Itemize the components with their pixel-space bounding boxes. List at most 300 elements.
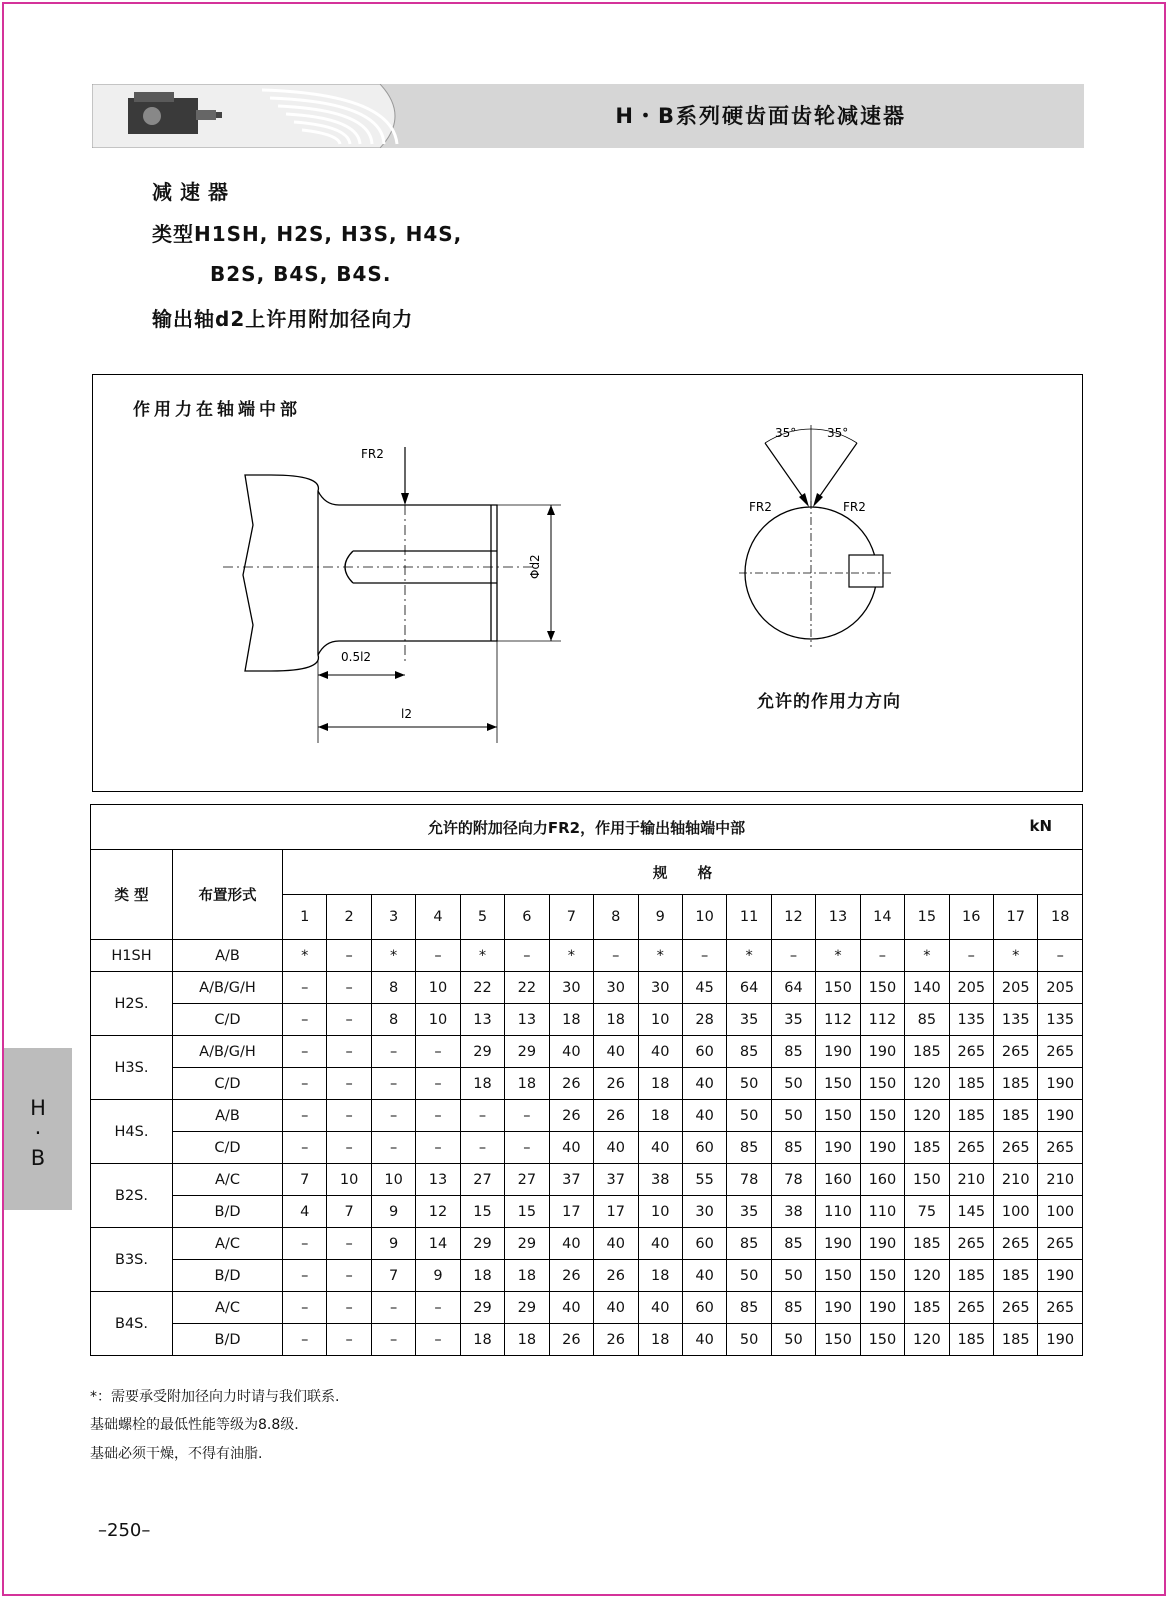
size-header-cell: 2 — [327, 895, 371, 940]
value-cell: * — [638, 940, 682, 972]
value-cell: – — [371, 1068, 415, 1100]
value-cell: 85 — [727, 1036, 771, 1068]
size-header-cell: 11 — [727, 895, 771, 940]
value-cell: 85 — [727, 1292, 771, 1324]
value-cell: 60 — [682, 1292, 726, 1324]
value-cell: 120 — [905, 1324, 949, 1356]
value-cell: 150 — [860, 1100, 904, 1132]
value-cell: 265 — [949, 1292, 993, 1324]
value-cell: 50 — [771, 1068, 815, 1100]
value-cell: 190 — [1038, 1324, 1083, 1356]
value-cell: 150 — [816, 1068, 860, 1100]
value-cell: 40 — [594, 1228, 638, 1260]
value-cell: – — [416, 1036, 460, 1068]
value-cell: 30 — [638, 972, 682, 1004]
value-cell: 35 — [727, 1004, 771, 1036]
value-cell: * — [816, 940, 860, 972]
value-cell: 27 — [505, 1164, 549, 1196]
size-header-cell: 8 — [594, 895, 638, 940]
value-cell: – — [327, 972, 371, 1004]
value-cell: 10 — [371, 1164, 415, 1196]
value-cell: 78 — [771, 1164, 815, 1196]
arrangement-cell: C/D — [173, 1132, 283, 1164]
side-tab-bottom: B — [30, 1146, 46, 1171]
value-cell: 40 — [638, 1228, 682, 1260]
value-cell: 10 — [416, 972, 460, 1004]
value-cell: 55 — [682, 1164, 726, 1196]
value-cell: 60 — [682, 1036, 726, 1068]
value-cell: 100 — [1038, 1196, 1083, 1228]
intro-description: 输出轴d2上许用附加径向力 — [152, 307, 414, 331]
note-3: 基础必须干燥，不得有油脂. — [90, 1446, 263, 1462]
value-cell: – — [283, 1036, 327, 1068]
value-cell: 50 — [727, 1068, 771, 1100]
value-cell: 75 — [905, 1196, 949, 1228]
value-cell: 190 — [860, 1132, 904, 1164]
value-cell: – — [505, 1100, 549, 1132]
value-cell: 185 — [949, 1100, 993, 1132]
value-cell: – — [416, 1132, 460, 1164]
value-cell: 150 — [860, 1324, 904, 1356]
value-cell: 135 — [949, 1004, 993, 1036]
header-banner — [92, 84, 1084, 148]
col-type-header: 类 型 — [91, 850, 173, 940]
value-cell: 150 — [816, 1260, 860, 1292]
intro-types-cont: B2S, B4S, B4S. — [210, 262, 392, 286]
value-cell: – — [327, 1260, 371, 1292]
value-cell: 18 — [460, 1324, 504, 1356]
size-header-cell: 16 — [949, 895, 993, 940]
value-cell: 85 — [727, 1228, 771, 1260]
value-cell: 140 — [905, 972, 949, 1004]
value-cell: 190 — [816, 1132, 860, 1164]
value-cell: 150 — [860, 972, 904, 1004]
value-cell: 190 — [860, 1292, 904, 1324]
value-cell: 17 — [594, 1196, 638, 1228]
value-cell: – — [371, 1292, 415, 1324]
value-cell: 265 — [1038, 1036, 1083, 1068]
value-cell: 210 — [994, 1164, 1038, 1196]
arrangement-cell: A/B — [173, 1100, 283, 1132]
value-cell: – — [771, 940, 815, 972]
value-cell: – — [327, 1324, 371, 1356]
value-cell: 10 — [327, 1164, 371, 1196]
value-cell: * — [283, 940, 327, 972]
value-cell: 185 — [994, 1068, 1038, 1100]
table-row — [91, 1196, 1083, 1228]
value-cell: – — [283, 1132, 327, 1164]
table-row — [91, 1324, 1083, 1356]
value-cell: 265 — [994, 1132, 1038, 1164]
value-cell: 85 — [771, 1132, 815, 1164]
value-cell: 9 — [371, 1196, 415, 1228]
size-header-cell: 13 — [816, 895, 860, 940]
value-cell: 40 — [549, 1228, 593, 1260]
value-cell: 185 — [949, 1260, 993, 1292]
intro-types: 类型H1SH, H2S, H3S, H4S, — [152, 222, 463, 246]
value-cell: 18 — [594, 1004, 638, 1036]
value-cell: * — [549, 940, 593, 972]
value-cell: 85 — [771, 1292, 815, 1324]
value-cell: 28 — [682, 1004, 726, 1036]
page-title: H・B系列硬齿面齿轮减速器 — [615, 104, 906, 128]
value-cell: – — [327, 1228, 371, 1260]
arrangement-cell: B/D — [173, 1324, 283, 1356]
value-cell: 185 — [905, 1228, 949, 1260]
value-cell: – — [327, 1100, 371, 1132]
value-cell: 40 — [682, 1324, 726, 1356]
value-cell: 60 — [682, 1228, 726, 1260]
value-cell: 13 — [505, 1004, 549, 1036]
value-cell: 18 — [505, 1324, 549, 1356]
table-row — [91, 972, 1083, 1004]
value-cell: 35 — [727, 1196, 771, 1228]
value-cell: – — [283, 1228, 327, 1260]
value-cell: 185 — [905, 1132, 949, 1164]
table-row — [91, 940, 1083, 972]
value-cell: 26 — [549, 1068, 593, 1100]
value-cell: – — [460, 1100, 504, 1132]
value-cell: 190 — [816, 1036, 860, 1068]
page-number: –250– — [98, 1520, 151, 1541]
value-cell: 18 — [505, 1260, 549, 1292]
value-cell: 18 — [638, 1260, 682, 1292]
value-cell: 190 — [860, 1036, 904, 1068]
value-cell: 120 — [905, 1260, 949, 1292]
value-cell: 190 — [816, 1228, 860, 1260]
value-cell: 210 — [1038, 1164, 1083, 1196]
value-cell: 26 — [549, 1100, 593, 1132]
note-1: *：需要承受附加径向力时请与我们联系. — [90, 1389, 340, 1405]
size-header-cell: 14 — [860, 895, 904, 940]
value-cell: 13 — [460, 1004, 504, 1036]
value-cell: – — [371, 1324, 415, 1356]
type-cell: B2S. — [91, 1164, 173, 1228]
value-cell: 40 — [682, 1068, 726, 1100]
value-cell: – — [327, 1036, 371, 1068]
value-cell: 35 — [771, 1004, 815, 1036]
value-cell: 26 — [594, 1324, 638, 1356]
value-cell: 38 — [638, 1164, 682, 1196]
force-table — [90, 804, 1083, 1356]
value-cell: 18 — [549, 1004, 593, 1036]
force-right-label: FR2 — [843, 500, 866, 514]
value-cell: 112 — [816, 1004, 860, 1036]
value-cell: 18 — [638, 1068, 682, 1100]
value-cell: * — [371, 940, 415, 972]
value-cell: 205 — [994, 972, 1038, 1004]
table-row — [91, 1228, 1083, 1260]
size-header-cell: 10 — [682, 895, 726, 940]
value-cell: 10 — [416, 1004, 460, 1036]
value-cell: – — [594, 940, 638, 972]
value-cell: 40 — [594, 1036, 638, 1068]
value-cell: 85 — [771, 1228, 815, 1260]
value-cell: – — [327, 1292, 371, 1324]
value-cell: 40 — [638, 1292, 682, 1324]
value-cell: 18 — [638, 1100, 682, 1132]
value-cell: – — [949, 940, 993, 972]
value-cell: 190 — [1038, 1260, 1083, 1292]
value-cell: 17 — [549, 1196, 593, 1228]
value-cell: 265 — [949, 1228, 993, 1260]
value-cell: 26 — [594, 1068, 638, 1100]
value-cell: – — [416, 940, 460, 972]
arrangement-cell: B/D — [173, 1196, 283, 1228]
value-cell: 85 — [727, 1132, 771, 1164]
note-2: 基础螺栓的最低性能等级为8.8级. — [90, 1417, 299, 1433]
value-cell: 85 — [905, 1004, 949, 1036]
value-cell: 190 — [1038, 1068, 1083, 1100]
diameter-label: Φd2 — [528, 554, 542, 579]
value-cell: 160 — [816, 1164, 860, 1196]
value-cell: 150 — [860, 1260, 904, 1292]
value-cell: 29 — [505, 1036, 549, 1068]
value-cell: – — [505, 1132, 549, 1164]
value-cell: 190 — [816, 1292, 860, 1324]
value-cell: 185 — [905, 1292, 949, 1324]
value-cell: 7 — [283, 1164, 327, 1196]
value-cell: 205 — [949, 972, 993, 1004]
value-cell: 185 — [994, 1324, 1038, 1356]
value-cell: 50 — [771, 1324, 815, 1356]
value-cell: 120 — [905, 1100, 949, 1132]
arrangement-cell: A/C — [173, 1164, 283, 1196]
value-cell: 135 — [994, 1004, 1038, 1036]
value-cell: 150 — [816, 1324, 860, 1356]
size-header-cell: 12 — [771, 895, 815, 940]
value-cell: – — [283, 1068, 327, 1100]
size-header-cell: 6 — [505, 895, 549, 940]
table-row — [91, 1164, 1083, 1196]
arrangement-cell: A/B/G/H — [173, 972, 283, 1004]
col-size-header: 规 格 — [283, 850, 1083, 895]
arrangement-cell: B/D — [173, 1260, 283, 1292]
table-row — [91, 1068, 1083, 1100]
value-cell: 27 — [460, 1164, 504, 1196]
value-cell: 30 — [549, 972, 593, 1004]
arrangement-cell: C/D — [173, 1068, 283, 1100]
value-cell: 190 — [860, 1228, 904, 1260]
value-cell: – — [416, 1324, 460, 1356]
value-cell: – — [327, 940, 371, 972]
size-header-cell: 3 — [371, 895, 415, 940]
value-cell: – — [416, 1068, 460, 1100]
value-cell: 18 — [460, 1260, 504, 1292]
size-header-cell: 7 — [549, 895, 593, 940]
value-cell: 26 — [549, 1324, 593, 1356]
value-cell: – — [283, 1100, 327, 1132]
value-cell: 29 — [460, 1228, 504, 1260]
value-cell: 205 — [1038, 972, 1083, 1004]
value-cell: 265 — [949, 1036, 993, 1068]
value-cell: 265 — [994, 1228, 1038, 1260]
value-cell: 29 — [460, 1292, 504, 1324]
size-header-cell: 15 — [905, 895, 949, 940]
value-cell: 50 — [727, 1100, 771, 1132]
value-cell: 37 — [594, 1164, 638, 1196]
force-left-label: FR2 — [749, 500, 772, 514]
value-cell: 40 — [594, 1292, 638, 1324]
table-row — [91, 1004, 1083, 1036]
value-cell: 150 — [905, 1164, 949, 1196]
size-header-cell: 5 — [460, 895, 504, 940]
value-cell: 64 — [771, 972, 815, 1004]
value-cell: 9 — [371, 1228, 415, 1260]
value-cell: – — [327, 1004, 371, 1036]
table-title-cell — [91, 805, 1083, 850]
figure-box — [92, 374, 1083, 792]
table-row — [91, 1260, 1083, 1292]
value-cell: 10 — [638, 1004, 682, 1036]
value-cell: 18 — [460, 1068, 504, 1100]
value-cell: 145 — [949, 1196, 993, 1228]
value-cell: 22 — [505, 972, 549, 1004]
type-cell: H4S. — [91, 1100, 173, 1164]
value-cell: * — [727, 940, 771, 972]
value-cell: 12 — [416, 1196, 460, 1228]
value-cell: 40 — [638, 1036, 682, 1068]
value-cell: 78 — [727, 1164, 771, 1196]
value-cell: 150 — [816, 1100, 860, 1132]
value-cell: – — [371, 1036, 415, 1068]
angle-left-label: 35° — [775, 426, 797, 440]
value-cell: 18 — [638, 1324, 682, 1356]
value-cell: 185 — [994, 1100, 1038, 1132]
type-cell: H2S. — [91, 972, 173, 1036]
value-cell: 18 — [505, 1068, 549, 1100]
value-cell: – — [682, 940, 726, 972]
value-cell: 40 — [549, 1292, 593, 1324]
arrangement-cell: A/C — [173, 1228, 283, 1260]
table-title: 允许的附加径向力FR2，作用于输出轴轴端中部 — [427, 818, 746, 837]
value-cell: 50 — [727, 1260, 771, 1292]
type-cell: B3S. — [91, 1228, 173, 1292]
value-cell: 37 — [549, 1164, 593, 1196]
angle-right-label: 35° — [827, 426, 849, 440]
value-cell: 265 — [1038, 1228, 1083, 1260]
value-cell: – — [371, 1100, 415, 1132]
col-arrangement-header: 布置形式 — [173, 850, 283, 940]
value-cell: – — [327, 1068, 371, 1100]
arrangement-cell: A/B — [173, 940, 283, 972]
value-cell: – — [860, 940, 904, 972]
value-cell: 30 — [682, 1196, 726, 1228]
value-cell: 185 — [949, 1324, 993, 1356]
shaft-diagram — [93, 375, 1084, 793]
size-header-cell: 17 — [994, 895, 1038, 940]
value-cell: 265 — [994, 1036, 1038, 1068]
value-cell: 45 — [682, 972, 726, 1004]
table-row — [91, 1100, 1083, 1132]
value-cell: 50 — [771, 1100, 815, 1132]
value-cell: 265 — [994, 1292, 1038, 1324]
value-cell: 8 — [371, 1004, 415, 1036]
table-row — [91, 1036, 1083, 1068]
value-cell: 265 — [1038, 1132, 1083, 1164]
value-cell: 185 — [994, 1260, 1038, 1292]
value-cell: 112 — [860, 1004, 904, 1036]
value-cell: – — [416, 1292, 460, 1324]
value-cell: * — [994, 940, 1038, 972]
value-cell: 7 — [327, 1196, 371, 1228]
value-cell: 15 — [460, 1196, 504, 1228]
value-cell: 110 — [860, 1196, 904, 1228]
direction-caption: 允许的作用力方向 — [757, 692, 901, 712]
value-cell: 8 — [371, 972, 415, 1004]
table-row — [91, 1132, 1083, 1164]
value-cell: – — [371, 1132, 415, 1164]
value-cell: – — [460, 1132, 504, 1164]
value-cell: 160 — [860, 1164, 904, 1196]
value-cell: 26 — [594, 1100, 638, 1132]
value-cell: 150 — [816, 972, 860, 1004]
side-tab — [4, 1048, 72, 1210]
value-cell: 40 — [549, 1036, 593, 1068]
type-cell: B4S. — [91, 1292, 173, 1356]
half-length-label: 0.5l2 — [341, 650, 372, 664]
value-cell: 190 — [1038, 1100, 1083, 1132]
value-cell: 40 — [682, 1100, 726, 1132]
value-cell: 100 — [994, 1196, 1038, 1228]
value-cell: 38 — [771, 1196, 815, 1228]
key-rect — [849, 555, 883, 587]
type-cell: H1SH — [91, 940, 173, 972]
value-cell: 13 — [416, 1164, 460, 1196]
value-cell: 30 — [594, 972, 638, 1004]
value-cell: 120 — [905, 1068, 949, 1100]
arrangement-cell: A/C — [173, 1292, 283, 1324]
type-cell: H3S. — [91, 1036, 173, 1100]
value-cell: * — [460, 940, 504, 972]
value-cell: 150 — [860, 1068, 904, 1100]
side-tab-top: H — [30, 1096, 46, 1120]
value-cell: 15 — [505, 1196, 549, 1228]
arrangement-cell: C/D — [173, 1004, 283, 1036]
value-cell: * — [905, 940, 949, 972]
value-cell: 40 — [549, 1132, 593, 1164]
value-cell: 210 — [949, 1164, 993, 1196]
value-cell: 22 — [460, 972, 504, 1004]
value-cell: 185 — [905, 1036, 949, 1068]
table-unit: kN — [1029, 817, 1052, 835]
force-table-wrap — [90, 804, 1082, 1356]
length-label: l2 — [401, 707, 412, 721]
size-header-cell: 9 — [638, 895, 682, 940]
value-cell: 185 — [949, 1068, 993, 1100]
force-label: FR2 — [361, 447, 384, 461]
figure-caption: 作用力在轴端中部 — [133, 400, 301, 420]
intro-heading: 减速器 — [152, 180, 236, 204]
value-cell: 29 — [460, 1036, 504, 1068]
value-cell: – — [1038, 940, 1083, 972]
value-cell: – — [327, 1132, 371, 1164]
value-cell: 40 — [594, 1132, 638, 1164]
value-cell: 64 — [727, 972, 771, 1004]
value-cell: 110 — [816, 1196, 860, 1228]
value-cell: 60 — [682, 1132, 726, 1164]
value-cell: 7 — [371, 1260, 415, 1292]
value-cell: 40 — [682, 1260, 726, 1292]
value-cell: – — [283, 1004, 327, 1036]
value-cell: 50 — [771, 1260, 815, 1292]
value-cell: 9 — [416, 1260, 460, 1292]
size-header-cell: 4 — [416, 895, 460, 940]
value-cell: – — [505, 940, 549, 972]
value-cell: 29 — [505, 1292, 549, 1324]
arrangement-cell: A/B/G/H — [173, 1036, 283, 1068]
table-row — [91, 1292, 1083, 1324]
